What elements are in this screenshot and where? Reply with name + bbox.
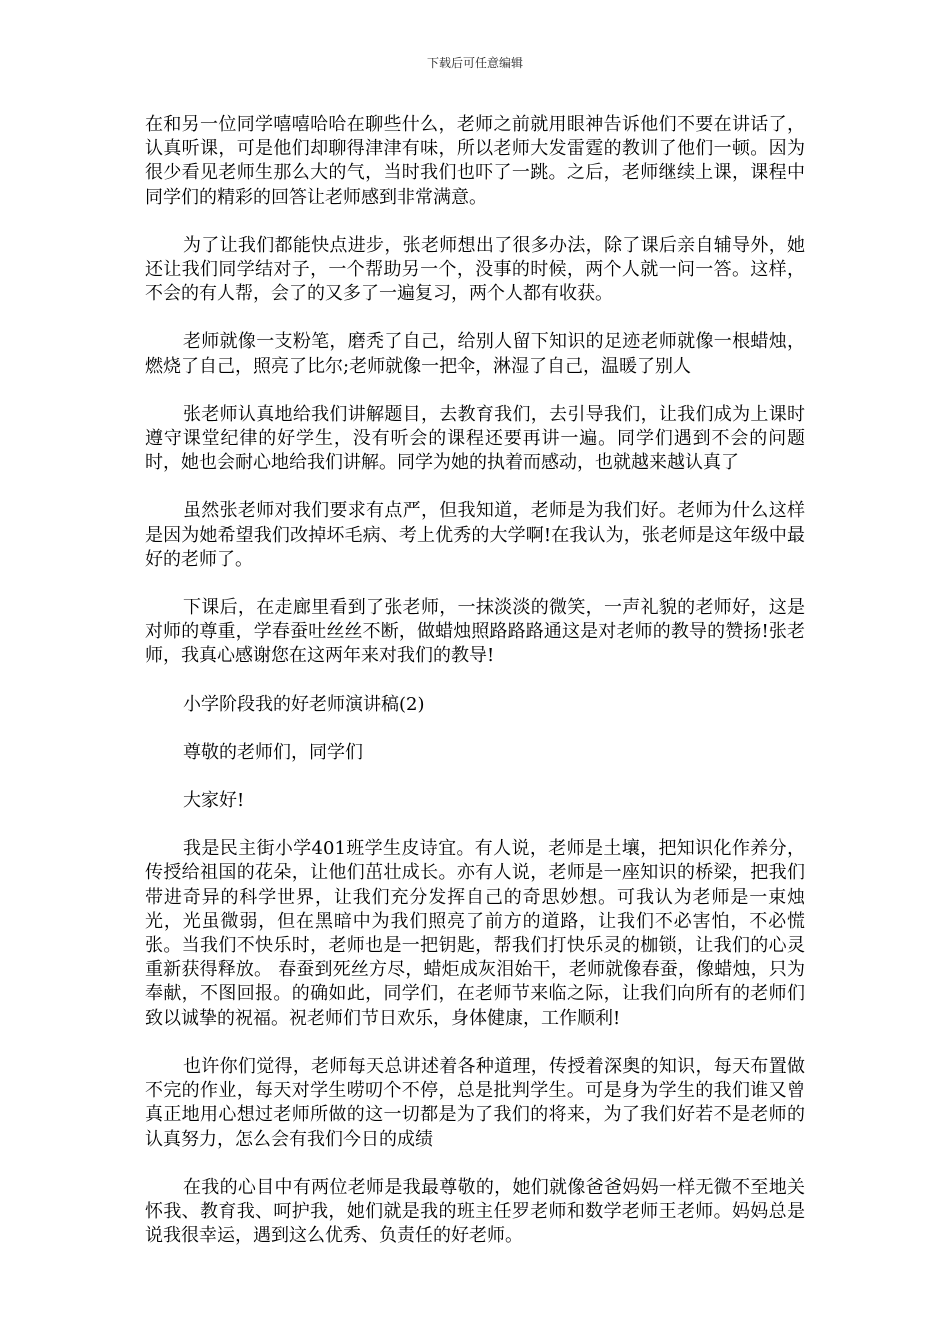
paragraph-4: 张老师认真地给我们讲解题目，去教育我们，去引导我们，让我们成为上课时遵守课堂纪律的好学生，没有听会的课程还要再讲一遍。同学们遇到不会的问题时，她也会耐心地给我们讲解。同学为她的执着而感动，也就越来越认真了 [145,403,805,474]
section-title: 小学阶段我的好老师演讲稿(2) [183,693,425,715]
paragraph-12: 在我的心目中有两位老师是我最尊敬的，她们就像爸爸妈妈一样无微不至地关怀我、教育我、呵护我，她们就是我的班主任罗老师和数学老师王老师。妈妈总是说我很幸运，遇到这么优秀、负责任的好老师。 [145,1176,805,1247]
paragraph-11: 也许你们觉得，老师每天总讲述着各种道理，传授着深奥的知识，每天布置做不完的作业，每天对学生唠叨个不停，总是批判学生。可是身为学生的我们谁又曾真正地用心想过老师所做的这一切都是为了我们的将来，为了我们好若不是老师的认真努力，怎么会有我们今日的成绩 [145,1055,805,1150]
greeting: 大家好! [183,790,245,812]
document-body [145,113,805,1272]
paragraph-6: 下课后，在走廊里看到了张老师，一抹淡淡的微笑，一声礼貌的老师好，这是对师的尊重，学春蚕吐丝丝不断，做蜡烛照路路路通这是对老师的教导的赞扬!张老师，我真心感谢您在这两年来对我们的教导! [145,597,805,667]
paragraph-10: 我是民主街小学401班学生皮诗宜。有人说，老师是土壤，把知识化作养分，传授给祖国的花朵，让他们茁壮成长。亦有人说，老师是一座知识的桥梁，把我们带进奇异的科学世界，让我们充分发挥自己的奇思妙想。可我认为老师是一束烛光，光虽微弱，但在黑暗中为我们照亮了前方的道路，让我们不必害怕，不必慌张。当我们不快乐时，老师也是一把钥匙，帮我们打快乐灵的枷锁，让我们的心灵重新获得释放。 春蚕到死丝方尽，蜡炬成灰泪始干，老师就像春蚕，像蜡烛，只为奉献，不图回报。的确如此，同学们，在老师节来临之际，让我们向所有的老师们致以诚挚的祝福。祝老师们节日欢乐，身体健康，工作顺利! [145,838,805,1029]
paragraph-5: 虽然张老师对我们要求有点严，但我知道，老师是为我们好。老师为什么这样是因为她希望我们改掉坏毛病、考上优秀的大学啊!在我认为，张老师是这年级中最好的老师了。 [145,500,805,570]
paragraph-2: 为了让我们都能快点进步，张老师想出了很多办法，除了课后亲自辅导外，她还让我们同学结对子，一个帮助另一个，没事的时候，两个人就一问一答。这样，不会的有人帮，会了的又多了一遍复习，两个人都有收获。 [145,234,805,305]
paragraph-1: 在和另一位同学嘻嘻哈哈在聊些什么，老师之前就用眼神告诉他们不要在讲话了，认真听课，可是他们却聊得津津有味，所以老师大发雷霆的教训了他们一顿。因为很少看见老师生那么大的气，当时我们也吓了一跳。之后，老师继续上课，课程中同学们的精彩的回答让老师感到非常满意。 [145,114,805,208]
page-header: 下载后可任意编辑 [426,56,523,70]
salutation: 尊敬的老师们，同学们 [183,741,363,763]
paragraph-3: 老师就像一支粉笔，磨秃了自己，给别人留下知识的足迹老师就像一根蜡烛，燃烧了自己，照亮了比尔;老师就像一把伞，淋湿了自己，温暖了别人 [145,331,805,377]
